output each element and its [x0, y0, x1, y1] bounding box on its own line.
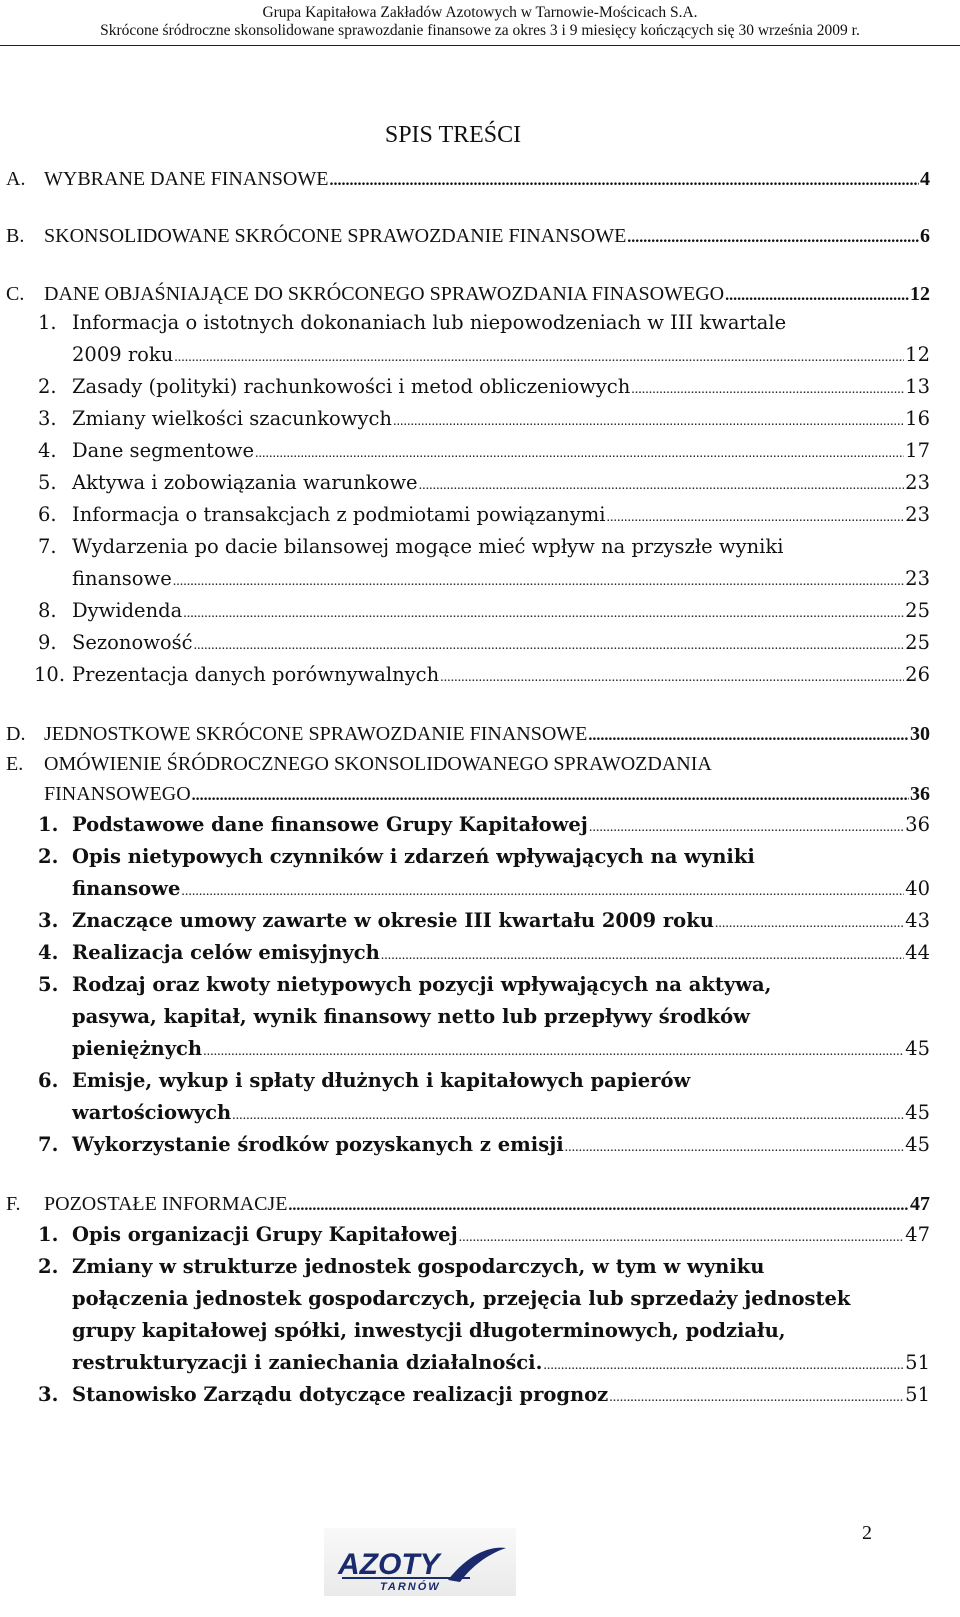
toc-page-number: 51	[905, 1383, 930, 1406]
toc-page-number: 26	[905, 663, 930, 686]
toc-leader	[606, 510, 904, 526]
toc-item-number: 4.	[38, 439, 57, 462]
toc-item-text: Dywidenda	[72, 599, 183, 622]
header-company: Grupa Kapitałowa Zakładów Azotowych w Tarnowie-Mościcach S.A.	[262, 4, 698, 21]
toc-page-number: 16	[905, 407, 930, 430]
toc-item-number: 3.	[38, 909, 59, 932]
toc-section-text: POZOSTAŁE INFORMACJE	[44, 1193, 288, 1215]
toc-title: SPIS TREŚCI	[384, 122, 522, 148]
toc-item-number: 5.	[38, 471, 57, 494]
toc-item-text: Zmiany wielkości szacunkowych	[72, 407, 392, 430]
toc-item-number: 9.	[38, 631, 57, 654]
toc-leader	[419, 478, 905, 494]
toc-leader	[543, 1358, 904, 1374]
toc-leader	[589, 820, 904, 836]
toc-leader	[203, 1044, 904, 1060]
toc-leader	[194, 638, 905, 654]
toc-section-text: SKONSOLIDOWANE SKRÓCONE SPRAWOZDANIE FINANSOWE	[44, 225, 627, 247]
toc-item-text: Stanowisko Zarządu dotyczące realizacji prognoz	[72, 1383, 609, 1406]
logo-subtext: TARNÓW	[380, 1581, 441, 1593]
toc-leader	[631, 382, 904, 398]
toc-page-number: 51	[905, 1351, 930, 1374]
toc-leader	[627, 229, 919, 247]
toc-page-number: 30	[910, 723, 930, 745]
toc-item-text-cont: połączenia jednostek gospodarczych, przejęcia lub sprzedaży jednostek	[72, 1287, 851, 1310]
toc-item-number: 3.	[38, 407, 57, 430]
toc-page-number: 23	[905, 567, 930, 590]
toc-section-label: D.	[6, 723, 26, 745]
toc-item-number: 2.	[38, 845, 59, 868]
toc-item-number: 7.	[38, 1133, 59, 1156]
toc-page-number: 40	[905, 877, 930, 900]
toc-leader	[440, 670, 904, 686]
toc-leader	[393, 414, 904, 430]
toc-item-text: Rodzaj oraz kwoty nietypowych pozycji wpływających na aktywa,	[72, 973, 772, 996]
toc-item-text: Opis organizacji Grupy Kapitałowej	[72, 1223, 458, 1246]
toc-page-number: 4	[920, 168, 930, 190]
toc-item-text-cont: finansowe	[72, 877, 181, 900]
page-header	[0, 0, 960, 40]
header-report-title: Skrócone śródroczne skonsolidowane sprawozdanie finansowe za okres 3 i 9 miesięcy kończących się 30 września 2009 r.	[100, 22, 860, 39]
toc-section-text-cont: FINANSOWEGO	[44, 783, 191, 805]
toc-page-number: 47	[910, 1193, 930, 1215]
page-number: 2	[862, 1522, 872, 1544]
toc-page-number: 17	[905, 439, 930, 462]
toc-leader	[288, 1197, 909, 1215]
toc-section-text: DANE OBJAŚNIAJĄCE DO SKRÓCONEGO SPRAWOZDANIA FINASOWEGO	[44, 283, 725, 305]
toc-item-text: Informacja o istotnych dokonaniach lub niepowodzeniach w III kwartale	[72, 311, 787, 334]
toc-item-text-cont: pieniężnych	[72, 1037, 203, 1060]
toc-page-number: 45	[905, 1037, 930, 1060]
toc-leader	[174, 350, 904, 366]
toc-page-number: 45	[905, 1133, 930, 1156]
toc-item-number: 3.	[38, 1383, 59, 1406]
toc-item-text: Aktywa i zobowiązania warunkowe	[72, 471, 418, 494]
toc-item-text: Wykorzystanie środków pozyskanych z emisji	[72, 1133, 564, 1156]
toc-leader	[329, 172, 919, 190]
toc-item-number: 1.	[38, 813, 59, 836]
toc-page-number: 43	[905, 909, 930, 932]
toc-section-label: F.	[6, 1193, 21, 1215]
toc-item-text: Emisje, wykup i spłaty dłużnych i kapitałowych papierów	[72, 1069, 691, 1092]
toc-item-number: 2.	[38, 1255, 59, 1278]
toc-leader	[173, 574, 904, 590]
toc-item-number: 6.	[38, 1069, 59, 1092]
toc-section-label: E.	[6, 753, 24, 775]
toc-page-number: 6	[920, 225, 930, 247]
toc-leader	[565, 1140, 905, 1156]
toc-section-text: OMÓWIENIE ŚRÓDROCZNEGO SKONSOLIDOWANEGO SPRAWOZDANIA	[44, 753, 712, 775]
toc-item-text-cont: pasywa, kapitał, wynik finansowy netto lub przepływy środków	[72, 1005, 750, 1028]
azoty-logo-icon	[320, 1522, 520, 1602]
toc-page-number: 23	[905, 503, 930, 526]
toc-page-number: 12	[905, 343, 930, 366]
toc-item-number: 5.	[38, 973, 59, 996]
toc-item-text-cont: grupy kapitałowej spółki, inwestycji długoterminowych, podziału,	[72, 1319, 786, 1342]
toc-item-number: 4.	[38, 941, 59, 964]
header-rule	[0, 45, 960, 46]
toc-leader	[192, 787, 909, 805]
toc-item-number: 2.	[38, 375, 57, 398]
toc-item-text: Zasady (polityki) rachunkowości i metod obliczeniowych	[72, 375, 631, 398]
toc-leader	[181, 884, 904, 900]
toc-item-number: 1.	[38, 311, 57, 334]
toc-item-text: Opis nietypowych czynników i zdarzeń wpływających na wyniki	[72, 845, 755, 868]
toc-leader	[381, 948, 904, 964]
toc-leader	[588, 727, 909, 745]
azoty-tarnow-logo	[320, 1522, 520, 1602]
toc-item-text: Dane segmentowe	[72, 439, 254, 462]
toc-page-number: 25	[905, 631, 930, 654]
logo-wordmark: AZOTY	[338, 1548, 440, 1581]
toc-item-text: Realizacja celów emisyjnych	[72, 941, 380, 964]
toc-leader	[183, 606, 904, 622]
toc-item-number: 10.	[34, 663, 66, 686]
toc-item-text: Zmiany w strukturze jednostek gospodarczych, w tym w wyniku	[72, 1255, 765, 1278]
toc-page-number: 12	[910, 283, 930, 305]
toc-page-number: 23	[905, 471, 930, 494]
toc-section-label: B.	[6, 225, 25, 247]
toc-item-text: Prezentacja danych porównywalnych	[72, 663, 440, 686]
toc-leader	[725, 287, 909, 305]
toc-page-number: 44	[905, 941, 930, 964]
toc-page-number: 25	[905, 599, 930, 622]
toc-page-number: 47	[905, 1223, 930, 1246]
toc-item-text-cont: wartościowych	[72, 1101, 232, 1124]
toc-section-label: A.	[6, 168, 26, 190]
toc-item-number: 6.	[38, 503, 57, 526]
toc-leader	[459, 1230, 905, 1246]
toc-page-number: 45	[905, 1101, 930, 1124]
toc-item-number: 7.	[38, 535, 57, 558]
toc-page-number: 36	[910, 783, 930, 805]
toc-page-number: 13	[905, 375, 930, 398]
toc-item-text: Podstawowe dane finansowe Grupy Kapitałowej	[72, 813, 588, 836]
toc-item-number: 1.	[38, 1223, 59, 1246]
toc-item-text-cont: finansowe	[72, 567, 172, 590]
toc-item-text: Sezonowość	[72, 631, 193, 654]
toc-leader	[232, 1108, 904, 1124]
toc-item-text: Informacja o transakcjach z podmiotami powiązanymi	[72, 503, 606, 526]
toc-section-text: WYBRANE DANE FINANSOWE	[44, 168, 329, 190]
toc-leader	[609, 1390, 904, 1406]
toc-section-text: JEDNOSTKOWE SKRÓCONE SPRAWOZDANIE FINANSOWE	[44, 723, 588, 745]
toc-item-text: Wydarzenia po dacie bilansowej mogące mieć wpływ na przyszłe wyniki	[72, 535, 784, 558]
toc-leader	[255, 446, 904, 462]
toc-section-label: C.	[6, 283, 25, 305]
toc-page-number: 36	[905, 813, 930, 836]
toc-item-text: Znaczące umowy zawarte w okresie III kwartału 2009 roku	[72, 909, 714, 932]
toc-item-number: 8.	[38, 599, 57, 622]
toc-leader	[715, 916, 904, 932]
toc-item-text-cont: restrukturyzacji i zaniechania działalności.	[72, 1351, 543, 1374]
toc-item-text-cont: 2009 roku	[72, 343, 174, 366]
